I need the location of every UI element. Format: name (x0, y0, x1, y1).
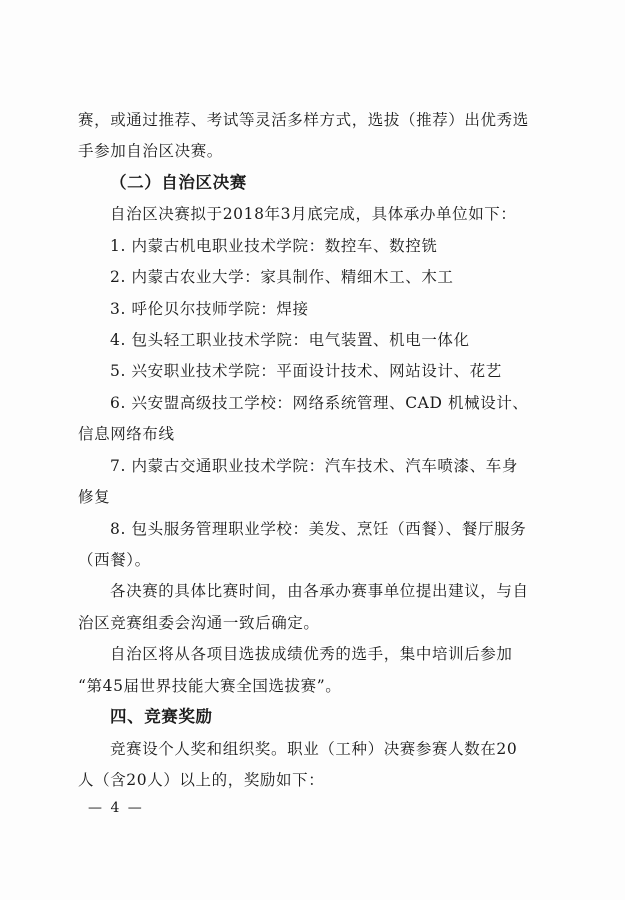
body-line: 自治区将从各项目选拔成绩优秀的选手，集中培训后参加 (110, 645, 513, 664)
list-item: 1. 内蒙古机电职业技术学院：数控车、数控铣 (110, 236, 438, 255)
section-heading: 四、竞赛奖励 (110, 707, 213, 727)
list-item-continuation: 信息网络布线 (78, 425, 175, 444)
list-item-continuation: 修复 (78, 488, 111, 507)
list-item: 2. 内蒙古农业大学：家具制作、精细木工、木工 (110, 268, 454, 287)
list-item: 6. 兴安盟高级技工学校：网络系统管理、CAD 机械设计、 (110, 393, 529, 412)
body-line: 赛，或通过推荐、考试等灵活多样方式，选拔（推荐）出优秀选 (78, 111, 529, 129)
body-line: 人（含20人）以上的，奖励如下： (78, 771, 325, 789)
list-item: 8. 包头服务管理职业学校：美发、烹饪（西餐）、餐厅服务 (110, 519, 527, 538)
list-item: 5. 兴安职业技术学院：平面设计技术、网站设计、花艺 (110, 362, 502, 381)
body-line: 各决赛的具体比赛时间，由各承办赛事单位提出建议，与自 (110, 582, 529, 601)
body-line: 手参加自治区决赛。 (78, 142, 223, 161)
list-item: 3. 呼伦贝尔技师学院：焊接 (110, 299, 309, 318)
list-item: 4. 包头轻工职业技术学院：电气装置、机电一体化 (110, 331, 470, 349)
body-line: 治区竞赛组委会沟通一致后确定。 (78, 613, 320, 632)
body-line: 竞赛设个人奖和组织奖。职业（工种）决赛参赛人数在20 (110, 739, 518, 758)
page-number: — 4 — (88, 800, 144, 816)
subsection-heading: （二）自治区决赛 (110, 172, 247, 192)
body-line: 自治区决赛拟于2018年3月底完成，具体承办单位如下： (110, 205, 517, 224)
body-line: “第45届世界技能大赛全国选拔赛”。 (78, 676, 342, 695)
list-item: 7. 内蒙古交通职业技术学院：汽车技术、汽车喷漆、车身 (110, 456, 518, 475)
list-item-continuation: （西餐）。 (78, 551, 151, 569)
